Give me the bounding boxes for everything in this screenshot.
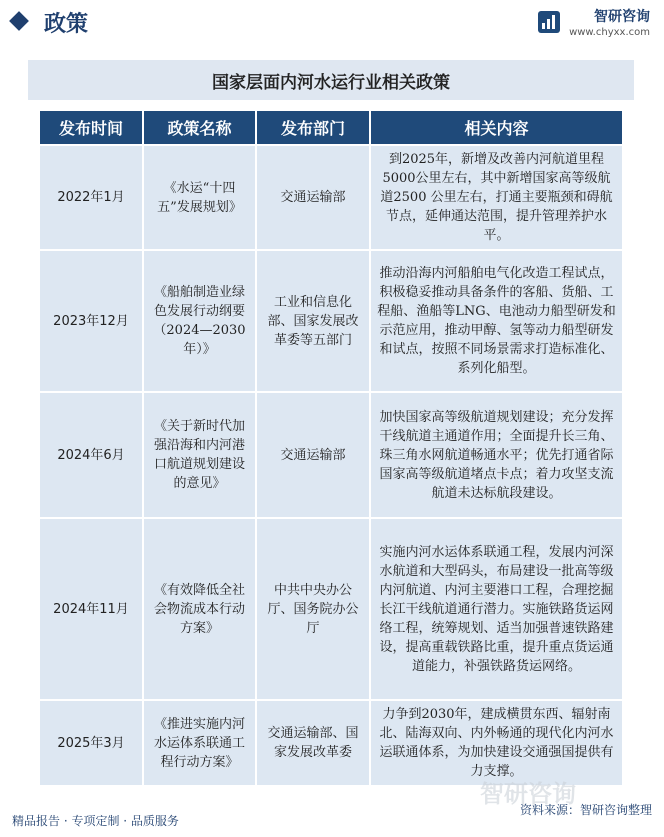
footer-tagline: 精品报告 · 专项定制 · 品质服务 (12, 814, 179, 828)
cell-policy-name: 《水运“十四五”发展规划》 (143, 145, 256, 250)
table-row (39, 250, 623, 392)
cell-date: 2023年12月 (39, 250, 143, 392)
brand-url: www.chyxx.com (569, 27, 650, 38)
cell-department: 交通运输部 (256, 392, 370, 518)
cell-content: 力争到2030年，建成横贯东西、辐射南北、陆海双向、内外畅通的现代化内河水运联通体系，为加快建设交通强国提供有力支撑。 (370, 700, 623, 786)
policy-table (38, 109, 624, 787)
diamond-icon (9, 11, 29, 31)
source-note: 资料来源：智研咨询整理 (519, 803, 652, 817)
column-header-content: 相关内容 (370, 110, 623, 145)
cell-content: 实施内河水运体系联通工程，发展内河深水航道和大型码头，布局建设一批高等级内河航道、内河主要港口工程，合理挖掘长江干线航道通行潜力。实施铁路货运网络工程，统筹规划、适当加强普速铁路建设，提高重载铁路比重，提升重点货运通道能力，补强铁路货运网络。 (370, 518, 623, 700)
table-row (39, 518, 623, 700)
table-title: 国家层面内河水运行业相关政策 (28, 60, 634, 100)
cell-content: 到2025年，新增及改善内河航道里程5000公里左右，其中新增国家高等级航道2500 公里左右，打通主要瓶颈和碍航节点，延伸通达范围，提升管理养护水平。 (370, 145, 623, 250)
cell-date: 2025年3月 (39, 700, 143, 786)
cell-department: 交通运输部、国家发展改革委 (256, 700, 370, 786)
cell-department: 交通运输部 (256, 145, 370, 250)
table-row (39, 145, 623, 250)
page-header (0, 0, 664, 48)
cell-policy-name: 《推进实施内河水运体系联通工程行动方案》 (143, 700, 256, 786)
column-header-dept: 发布部门 (256, 110, 370, 145)
cell-date: 2022年1月 (39, 145, 143, 250)
table-row (39, 392, 623, 518)
cell-department: 中共中央办公厅、国务院办公厅 (256, 518, 370, 700)
brand-logo-icon (537, 10, 561, 34)
watermark: 智研咨询 (480, 780, 576, 808)
column-header-date: 发布时间 (39, 110, 143, 145)
cell-policy-name: 《关于新时代加强沿海和内河港口航道规划建设的意见》 (143, 392, 256, 518)
table-header-row (39, 110, 623, 145)
cell-department: 工业和信息化部、国家发展改革委等五部门 (256, 250, 370, 392)
cell-policy-name: 《有效降低全社会物流成本行动方案》 (143, 518, 256, 700)
brand (569, 8, 650, 40)
cell-content: 加快国家高等级航道规划建设；充分发挥干线航道主通道作用；全面提升长三角、珠三角水网航道畅通水平；优先打通省际国家高等级航道堵点卡点；着力攻坚支流航道未达标航段建设。 (370, 392, 623, 518)
cell-date: 2024年11月 (39, 518, 143, 700)
cell-policy-name: 《船舶制造业绿色发展行动纲要（2024—2030年）》 (143, 250, 256, 392)
brand-name: 智研咨询 (594, 9, 650, 25)
cell-content: 推动沿海内河船舶电气化改造工程试点，积极稳妥推动具备条件的客船、货船、工程船、渔船等LNG、电池动力船型研发和示范应用，推动甲醇、氢等动力船型研发和试点，按照不同场景需求打造标准化、系列化船型。 (370, 250, 623, 392)
column-header-name: 政策名称 (143, 110, 256, 145)
cell-date: 2024年6月 (39, 392, 143, 518)
section-title: 政策 (44, 12, 89, 37)
